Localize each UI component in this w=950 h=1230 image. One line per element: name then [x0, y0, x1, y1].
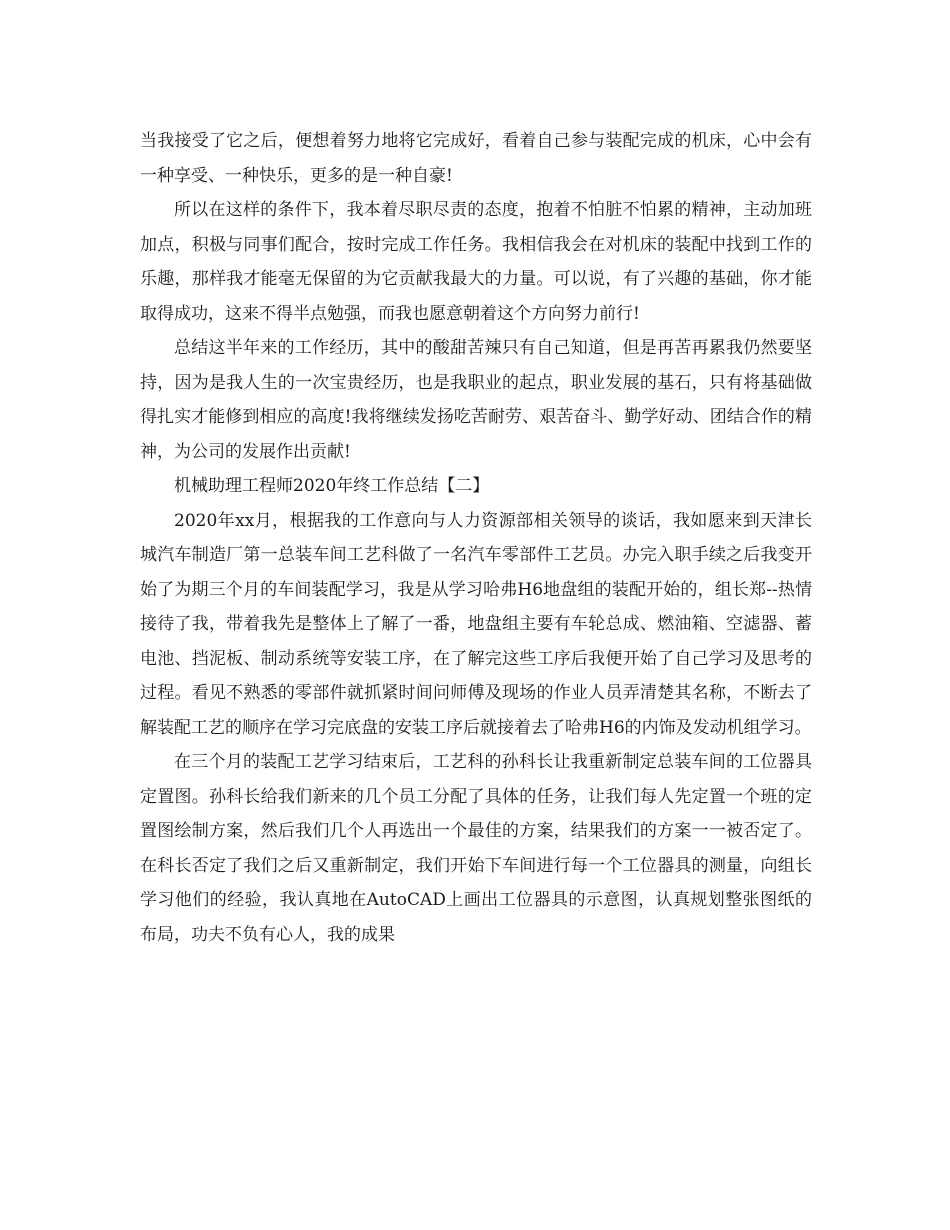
paragraph-4: 2020年xx月，根据我的工作意向与人力资源部相关领导的谈话，我如愿来到天津长城汽车制造厂第一总装车间工艺科做了一名汽车零部件工艺员。办完入职手续之后我变开始了为期三个月的车间装配学习，我是从学习哈弗H6地盘组的装配开始的，组长郑--热情接待了我，带着我先是整体上了解了一番，地盘组主要有车轮总成、燃油箱、空滤器、蓄电池、挡泥板、制动系统等安装工序，在了解完这些工序后我便开始了自己学习及思考的过程。看见不熟悉的零部件就抓紧时间问师傅及现场的作业人员弄清楚其名称，不断去了解装配工艺的顺序在学习完底盘的安装工序后就接着去了哈弗H6的内饰及发动机组学习。 — [140, 510, 812, 738]
paragraph-3: 总结这半年来的工作经历，其中的酸甜苦辣只有自己知道，但是再苦再累我仍然要坚持，因为是我人生的一次宝贵经历，也是我职业的起点，职业发展的基石，只有将基础做得扎实才能修到相应的高度!我将继续发扬吃苦耐劳、艰苦奋斗、勤学好动、团结合作的精神，为公司的发展作出贡献! — [140, 338, 812, 462]
paragraph-1: 当我接受了它之后，便想着努力地将它完成好，看着自己参与装配完成的机床，心中会有一种享受、一种快乐，更多的是一种自豪! — [140, 131, 812, 186]
paragraph-5: 在三个月的装配工艺学习结束后，工艺科的孙科长让我重新制定总装车间的工位器具定置图。孙科长给我们新来的几个员工分配了具体的任务，让我们每人先定置一个班的定置图绘制方案，然后我们几个人再选出一个最佳的方案，结果我们的方案一一被否定了。在科长否定了我们之后又重新制定，我们开始下车间进行每一个工位器具的测量，向组长学习他们的经验，我认真地在AutoCAD上画出工位器具的示意图，认真规划整张图纸的布局，功夫不负有心人，我的成果 — [140, 752, 812, 945]
document-page — [140, 124, 812, 952]
section-heading: 机械助理工程师2020年终工作总结【二】 — [174, 476, 490, 496]
paragraph-2: 所以在这样的条件下，我本着尽职尽责的态度，抱着不怕脏不怕累的精神，主动加班加点，积极与同事们配合，按时完成工作任务。我相信我会在对机床的装配中找到工作的乐趣，那样我才能毫无保留的为它贡献我最大的力量。可以说，有了兴趣的基础，你才能取得成功，这来不得半点勉强，而我也愿意朝着这个方向努力前行! — [140, 200, 812, 324]
